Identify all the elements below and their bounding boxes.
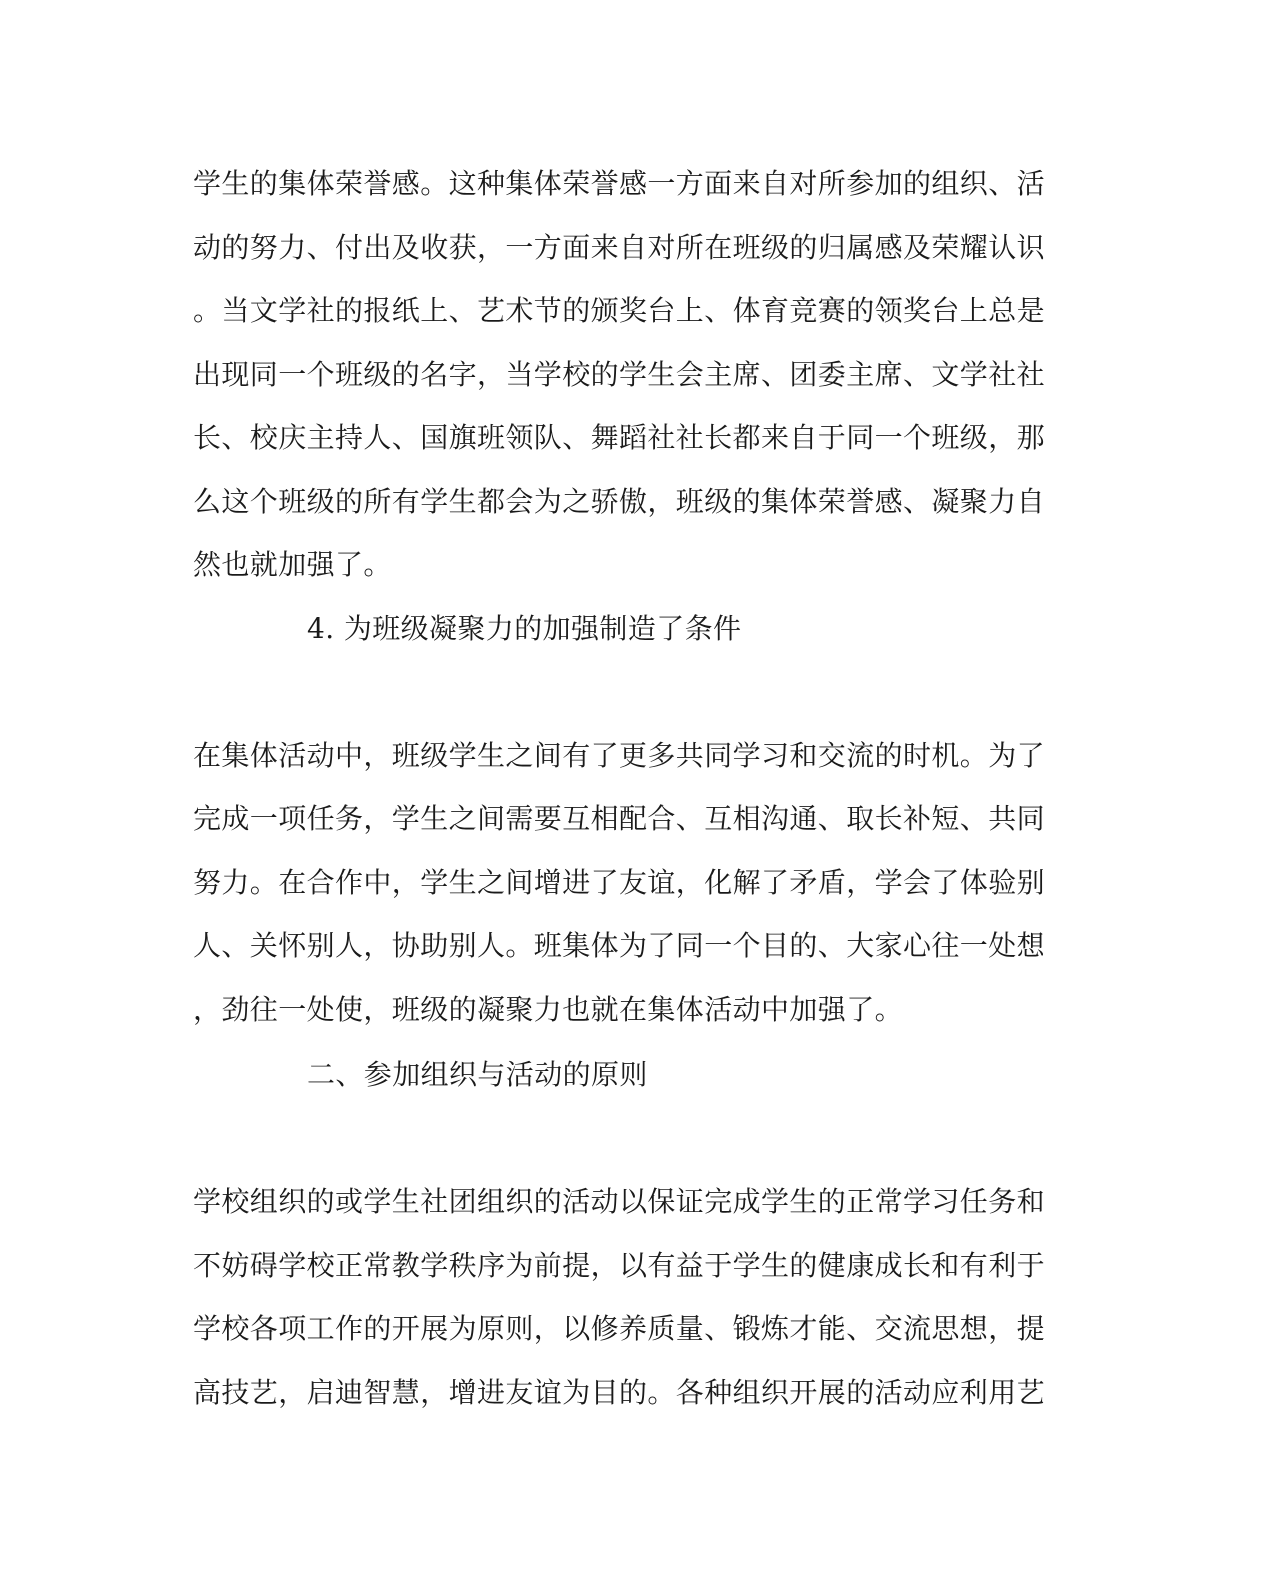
text-line: 。当文学社的报纸上、艺术节的颁奖台上、体育竞赛的领奖台上总是 <box>193 294 1046 327</box>
text-line: 学校各项工作的开展为原则，以修养质量、锻炼才能、交流思想，提 <box>193 1312 1046 1345</box>
text-line: 完成一项任务，学生之间需要互相配合、互相沟通、取长补短、共同 <box>193 802 1046 835</box>
text-line: 不妨碍学校正常教学秩序为前提，以有益于学生的健康成长和有利于 <box>193 1249 1046 1282</box>
text-line: 学生的集体荣誉感。这种集体荣誉感一方面来自对所参加的组织、活 <box>193 167 1046 200</box>
text-line: 出现同一个班级的名字，当学校的学生会主席、团委主席、文学社社 <box>193 358 1046 391</box>
text-line: ，劲往一处使，班级的凝聚力也就在集体活动中加强了。 <box>193 993 904 1026</box>
section-heading-2: 二、参加组织与活动的原则 <box>307 1058 648 1091</box>
text-line: 动的努力、付出及收获，一方面来自对所在班级的归属感及荣耀认识 <box>193 231 1046 264</box>
text-line: 然也就加强了。 <box>193 548 392 581</box>
text-line: 在集体活动中，班级学生之间有了更多共同学习和交流的时机。为了 <box>193 739 1046 772</box>
text-line: 努力。在合作中，学生之间增进了友谊，化解了矛盾，学会了体验别 <box>193 866 1046 899</box>
text-line: 长、校庆主持人、国旗班领队、舞蹈社社长都来自于同一个班级，那 <box>193 421 1046 454</box>
text-line: 么这个班级的所有学生都会为之骄傲，班级的集体荣誉感、凝聚力自 <box>193 485 1046 518</box>
subheading-4: 4. 为班级凝聚力的加强制造了条件 <box>307 612 742 645</box>
text-line: 高技艺，启迪智慧，增进友谊为目的。各种组织开展的活动应利用艺 <box>193 1376 1046 1409</box>
text-line: 学校组织的或学生社团组织的活动以保证完成学生的正常学习任务和 <box>193 1185 1046 1218</box>
text-line: 人、关怀别人，协助别人。班集体为了同一个目的、大家心往一处想 <box>193 929 1046 962</box>
